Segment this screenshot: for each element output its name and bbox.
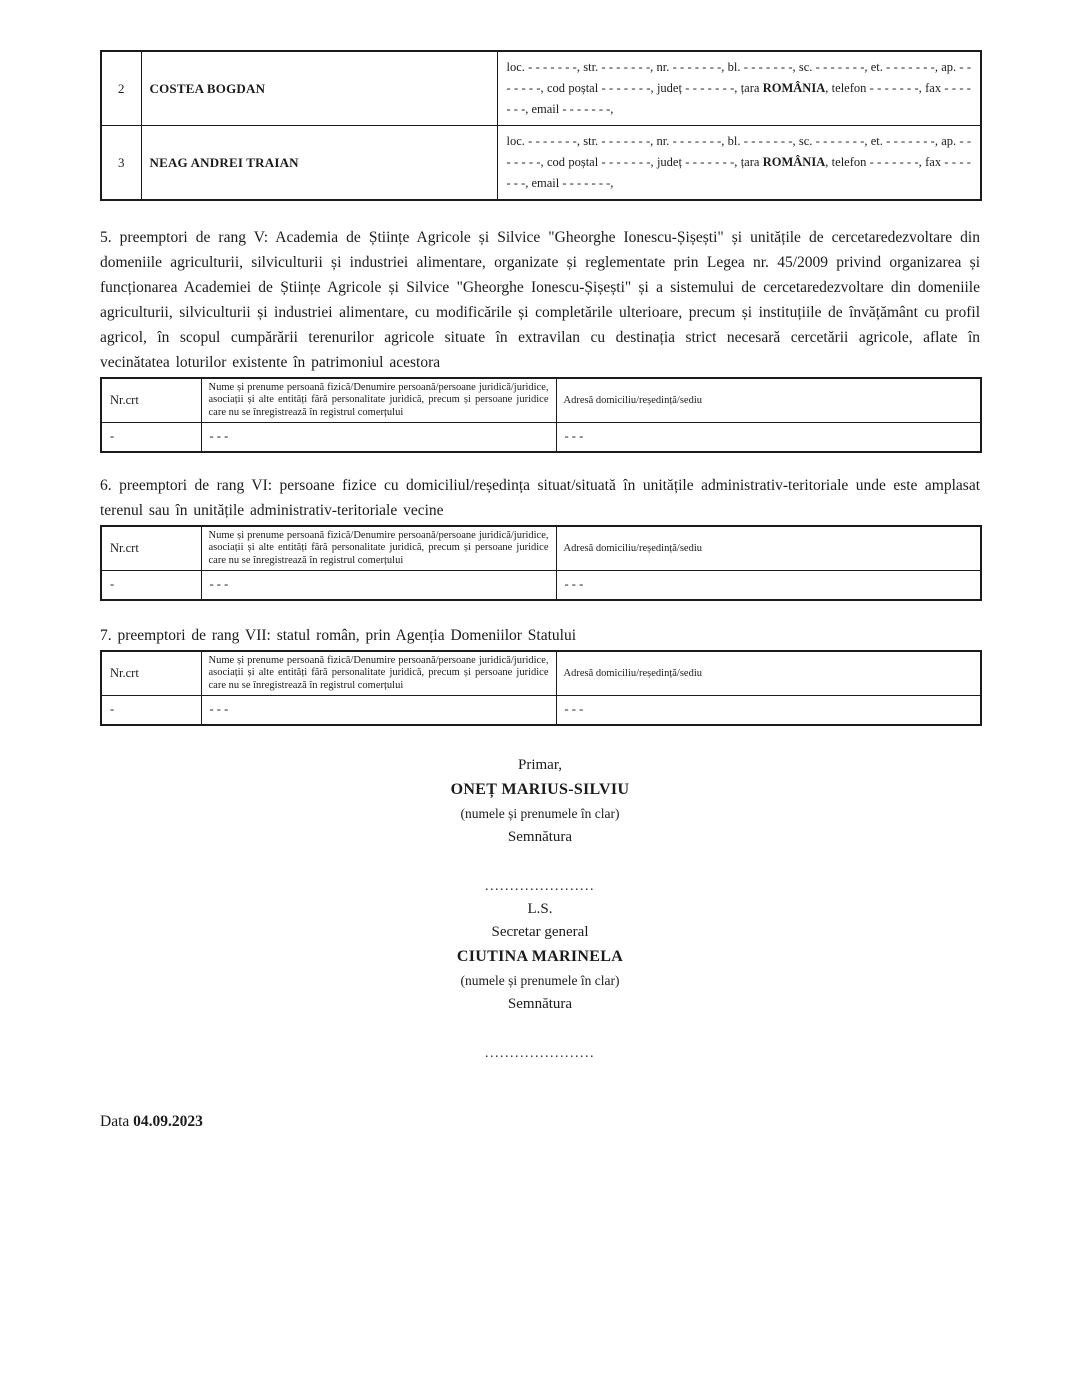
party-number-cell: 2 bbox=[101, 51, 141, 126]
empty-name-cell: - - - bbox=[201, 695, 556, 725]
mayor-title: Primar, bbox=[518, 757, 562, 773]
signature-block bbox=[100, 754, 980, 1065]
header-name-cell: Nume și prenume persoană fizică/Denumire persoană/persoane juridică/juridice, asociații și alte entități fără personalitate juridică, precum și persoane juridice care nu se înregistrează în registrul comerțului bbox=[201, 651, 556, 695]
empty-address-cell: - - - bbox=[556, 570, 981, 600]
empty-nr-cell: - bbox=[101, 570, 201, 600]
header-nr-cell: Nr.crt bbox=[101, 526, 201, 570]
table-row bbox=[101, 570, 981, 600]
party-name-cell: NEAG ANDREI TRAIAN bbox=[141, 126, 497, 201]
parties-table bbox=[100, 50, 982, 201]
header-name-cell: Nume și prenume persoană fizică/Denumire persoană/persoane juridică/juridice, asociații și alte entități fără personalitate juridică, precum și persoane juridice care nu se înregistrează în registrul comerțului bbox=[201, 378, 556, 422]
address-text: , telefon - - - - - - -, fax - - - - - - -, email - - - - - - -, bbox=[506, 81, 971, 116]
table-header-row bbox=[101, 378, 981, 422]
name-note: (numele și prenumele în clar) bbox=[460, 973, 620, 988]
party-number-cell: 3 bbox=[101, 126, 141, 201]
table-header-row bbox=[101, 651, 981, 695]
table-row bbox=[101, 51, 981, 126]
table-header-row bbox=[101, 526, 981, 570]
signature-label: Semnătura bbox=[507, 829, 573, 845]
header-name-cell: Nume și prenume persoană fizică/Denumire persoană/persoane juridică/juridice, asociații și alte entități fără personalitate juridică, precum și persoane juridice care nu se înregistrează în registrul comerțului bbox=[201, 526, 556, 570]
preemptor-rank6-table bbox=[100, 525, 982, 601]
preemptor-rank7-table bbox=[100, 650, 982, 726]
address-text: , telefon - - - - - - -, fax - - - - - - -, email - - - - - - -, bbox=[506, 155, 971, 190]
section-rank5-paragraph: 5. preemptori de rang V: Academia de Științe Agricole și Silvice "Gheorghe Ionescu-Șișești" și unitățile de cercetaredezvoltare din domeniile agriculturii, silviculturii și industriei alimentare, organizate și reglementate prin Legea nr. 45/2009 privind organizarea și funcționarea Academiei de Științe Agricole și Silvice "Gheorghe Ionescu-Șișești" și a sistemului de cercetaredezvoltare din domeniile agriculturii, silviculturii și industriei alimentare, cu modificările și completările ulterioare, precum și instituțiile de învățământ cu profil agricol, în scopul cumpărării terenurilor agricole situate în extravilan cu destinația strict necesară cercetării agricole, aflate în vecinătatea loturilor existente în patrimoniul acestora bbox=[100, 229, 980, 371]
party-address-cell bbox=[497, 126, 981, 201]
header-nr-cell: Nr.crt bbox=[101, 378, 201, 422]
empty-nr-cell: - bbox=[101, 695, 201, 725]
header-address-cell: Adresă domiciliu/reședință/sediu bbox=[556, 651, 981, 695]
empty-nr-cell: - bbox=[101, 422, 201, 452]
date-line bbox=[100, 1113, 980, 1131]
header-nr-cell: Nr.crt bbox=[101, 651, 201, 695]
secretary-name: CIUTINA MARINELA bbox=[456, 948, 624, 965]
table-row bbox=[101, 695, 981, 725]
party-address-cell bbox=[497, 51, 981, 126]
section-rank6-paragraph: 6. preemptori de rang VI: persoane fizice cu domiciliul/reședința situat/situată în unitățile administrativ-teritoriale unde este amplasat terenul sau în unitățile administrativ-teritoriale vecine bbox=[100, 477, 980, 519]
signature-dotted-line: ...................... bbox=[485, 1046, 595, 1061]
secretary-title: Secretar general bbox=[491, 924, 589, 940]
address-text: loc. - - - - - - -, str. - - - - - - -, nr. - - - - - - -, bl. - - - - - - -, sc. - - - - - - -, et. - - - - - - -, ap. - - - - - - -, cod poștal - - - - - - -, județ - - - - - - -, țara bbox=[506, 134, 971, 169]
preemptor-rank5-table bbox=[100, 377, 982, 453]
signature-label: Semnătura bbox=[507, 996, 573, 1012]
address-text: loc. - - - - - - -, str. - - - - - - -, nr. - - - - - - -, bl. - - - - - - -, sc. - - - - - - -, et. - - - - - - -, ap. - - - - - - -, cod poștal - - - - - - -, județ - - - - - - -, țara bbox=[506, 60, 971, 95]
section-rank7-paragraph: 7. preemptori de rang VII: statul român, prin Agenția Domeniilor Statului bbox=[100, 627, 577, 644]
ls-label: L.S. bbox=[527, 901, 553, 917]
signature-dotted-line: ...................... bbox=[485, 879, 595, 894]
document-content bbox=[100, 50, 980, 1131]
party-name-cell: COSTEA BOGDAN bbox=[141, 51, 497, 126]
date-value: 04.09.2023 bbox=[133, 1113, 203, 1130]
mayor-name: ONEȚ MARIUS-SILVIU bbox=[450, 781, 630, 798]
empty-name-cell: - - - bbox=[201, 422, 556, 452]
empty-address-cell: - - - bbox=[556, 695, 981, 725]
header-address-cell: Adresă domiciliu/reședință/sediu bbox=[556, 378, 981, 422]
empty-address-cell: - - - bbox=[556, 422, 981, 452]
address-country: ROMÂNIA bbox=[762, 81, 826, 95]
address-country: ROMÂNIA bbox=[762, 155, 826, 169]
date-label: Data bbox=[100, 1113, 130, 1130]
empty-name-cell: - - - bbox=[201, 570, 556, 600]
table-row bbox=[101, 422, 981, 452]
name-note: (numele și prenumele în clar) bbox=[460, 806, 620, 821]
table-row bbox=[101, 126, 981, 201]
header-address-cell: Adresă domiciliu/reședință/sediu bbox=[556, 526, 981, 570]
